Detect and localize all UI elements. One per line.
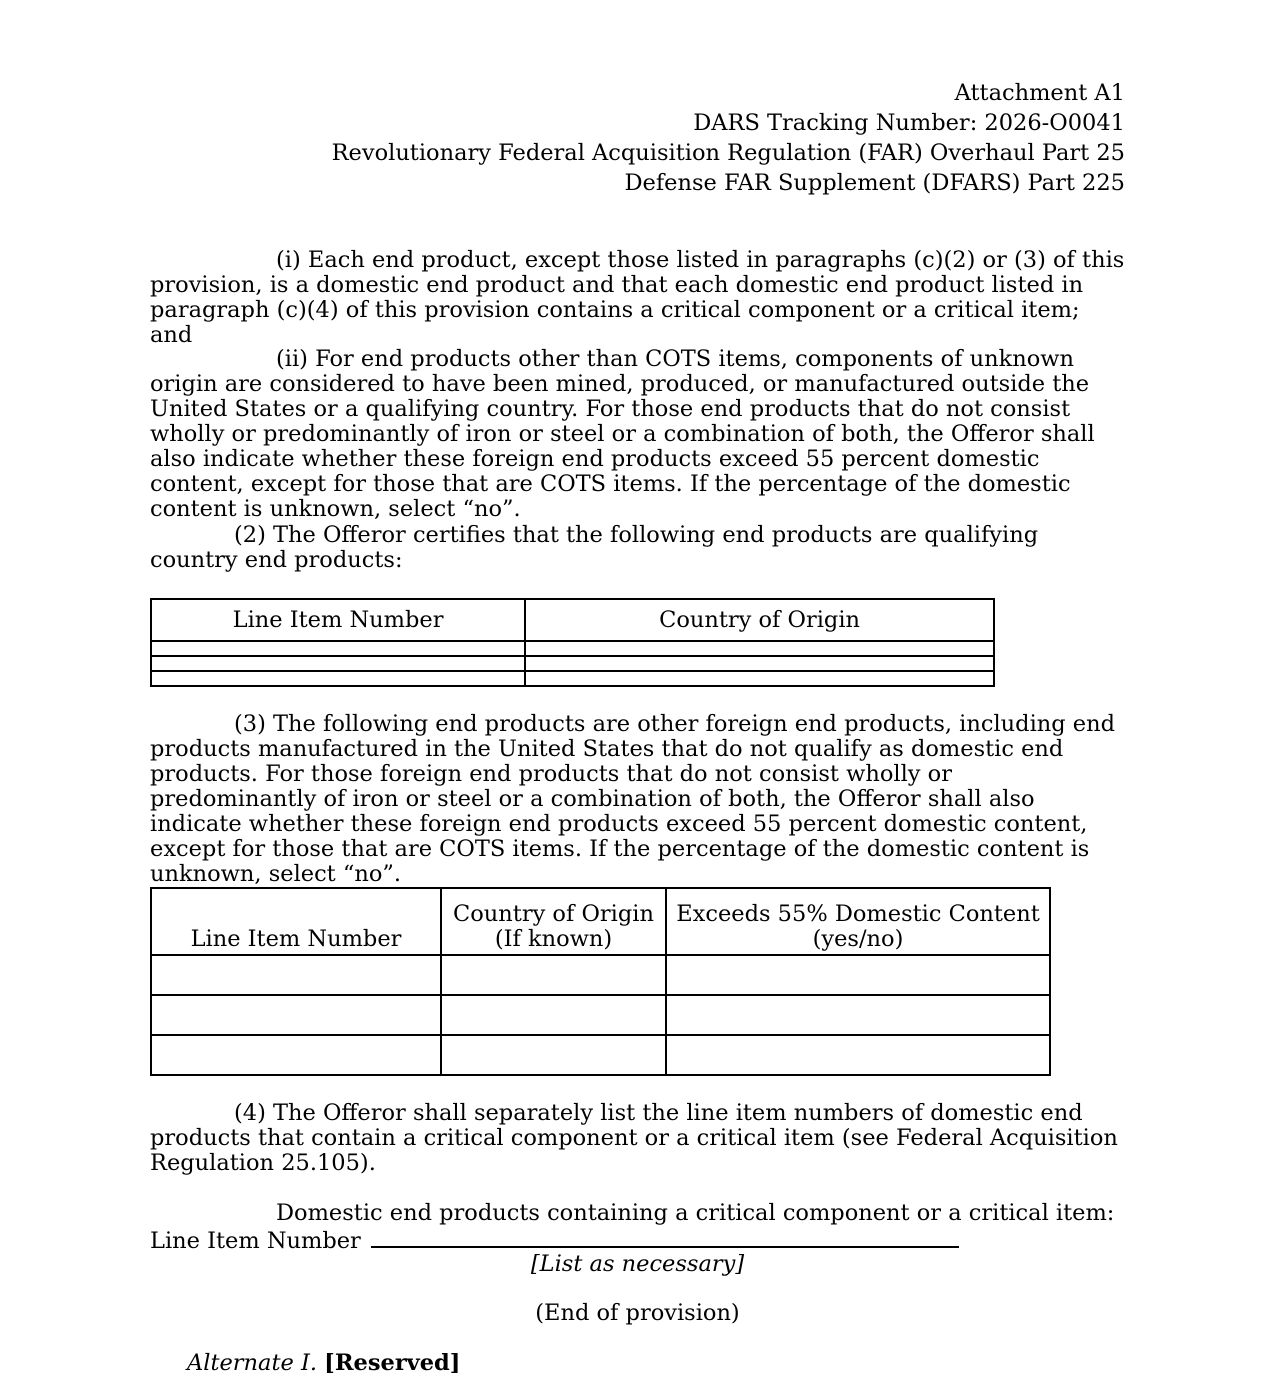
- far-part-title: Revolutionary Federal Acquisition Regulation (FAR) Overhaul Part 25: [331, 140, 1125, 166]
- table-row: [151, 656, 994, 671]
- other-foreign-table: [150, 887, 1051, 1076]
- paragraph-2: (2) The Offeror certifies that the following end products are qualifying country end products:: [150, 522, 1039, 573]
- paragraph-3: (3) The following end products are other foreign end products, including end products manufactured in the United States that do not qualify as domestic end products. For those foreign end products that do not consist wholly or predominantly of iron or steel or a combination of both, the Offeror shall also indicate whether these foreign end products exceed 55 percent domestic content, except for those that are COTS items. If the percentage of the domestic content is unknown, select “no”.: [150, 711, 1116, 887]
- domestic-critical-block: [150, 1201, 1125, 1254]
- paragraph-i: (i) Each end product, except those listed in paragraphs (c)(2) or (3) of this provision, is a domestic end product and that each domestic end product listed in paragraph (c)(4) of this provision contains a critical component or a critical item; and: [150, 247, 1125, 348]
- table1-cell[interactable]: [525, 671, 994, 686]
- table-row: [151, 995, 1050, 1035]
- table2-cell[interactable]: [666, 995, 1050, 1035]
- table2-header-exceeds: Exceeds 55% Domestic Content (yes/no): [666, 888, 1050, 955]
- table1-cell[interactable]: [525, 641, 994, 656]
- qualifying-country-table: [150, 598, 995, 687]
- document-header: [150, 78, 1125, 198]
- table2-cell[interactable]: [441, 1035, 666, 1075]
- tracking-number: DARS Tracking Number: 2026-O0041: [693, 110, 1125, 136]
- attachment-label: Attachment A1: [954, 80, 1125, 106]
- domestic-critical-label: Domestic end products containing a critical component or a critical item:: [276, 1200, 1115, 1226]
- paragraph-ii: (ii) For end products other than COTS items, components of unknown origin are considered to have been mined, produced, or manufactured outside the United States or a qualifying country. For those end products that do not consist wholly or predominantly of iron or steel or a combination of both, the Offeror shall also indicate whether these foreign end products exceed 55 percent domestic content, except for those that are COTS items. If the percentage of the domestic content is unknown, select “no”.: [150, 346, 1095, 522]
- dfars-part-title: Defense FAR Supplement (DFARS) Part 225: [624, 170, 1125, 196]
- table1-cell[interactable]: [525, 656, 994, 671]
- end-of-provision: (End of provision): [535, 1300, 740, 1326]
- table-row: [151, 671, 994, 686]
- table2-header-line-item: Line Item Number: [151, 888, 441, 955]
- table2-cell[interactable]: [151, 995, 441, 1035]
- paragraph-4: (4) The Offeror shall separately list the line item numbers of domestic end products that contain a critical component or a critical item (see Federal Acquisition Regulation 25.105).: [150, 1100, 1118, 1176]
- table1-cell[interactable]: [151, 656, 525, 671]
- table-row: [151, 955, 1050, 995]
- table1-header-line-item: Line Item Number: [151, 599, 525, 641]
- table2-header-country: Country of Origin (If known): [441, 888, 666, 955]
- table1-cell[interactable]: [151, 671, 525, 686]
- alternate-i: [187, 1351, 1087, 1376]
- table2-cell[interactable]: [441, 955, 666, 995]
- line-item-number-label: Line Item Number: [150, 1228, 361, 1254]
- table2-cell[interactable]: [666, 955, 1050, 995]
- table2-cell[interactable]: [151, 1035, 441, 1075]
- table2-cell[interactable]: [666, 1035, 1050, 1075]
- table2-cell[interactable]: [441, 995, 666, 1035]
- table1-cell[interactable]: [151, 641, 525, 656]
- line-item-number-field[interactable]: [371, 1226, 959, 1248]
- table-row: [151, 641, 994, 656]
- alternate-label: Alternate I.: [187, 1350, 318, 1376]
- table-row: [151, 1035, 1050, 1075]
- alternate-status: [Reserved]: [324, 1350, 461, 1376]
- list-as-necessary-note: [List as necessary]: [530, 1251, 745, 1277]
- table1-header-country: Country of Origin: [525, 599, 994, 641]
- table2-cell[interactable]: [151, 955, 441, 995]
